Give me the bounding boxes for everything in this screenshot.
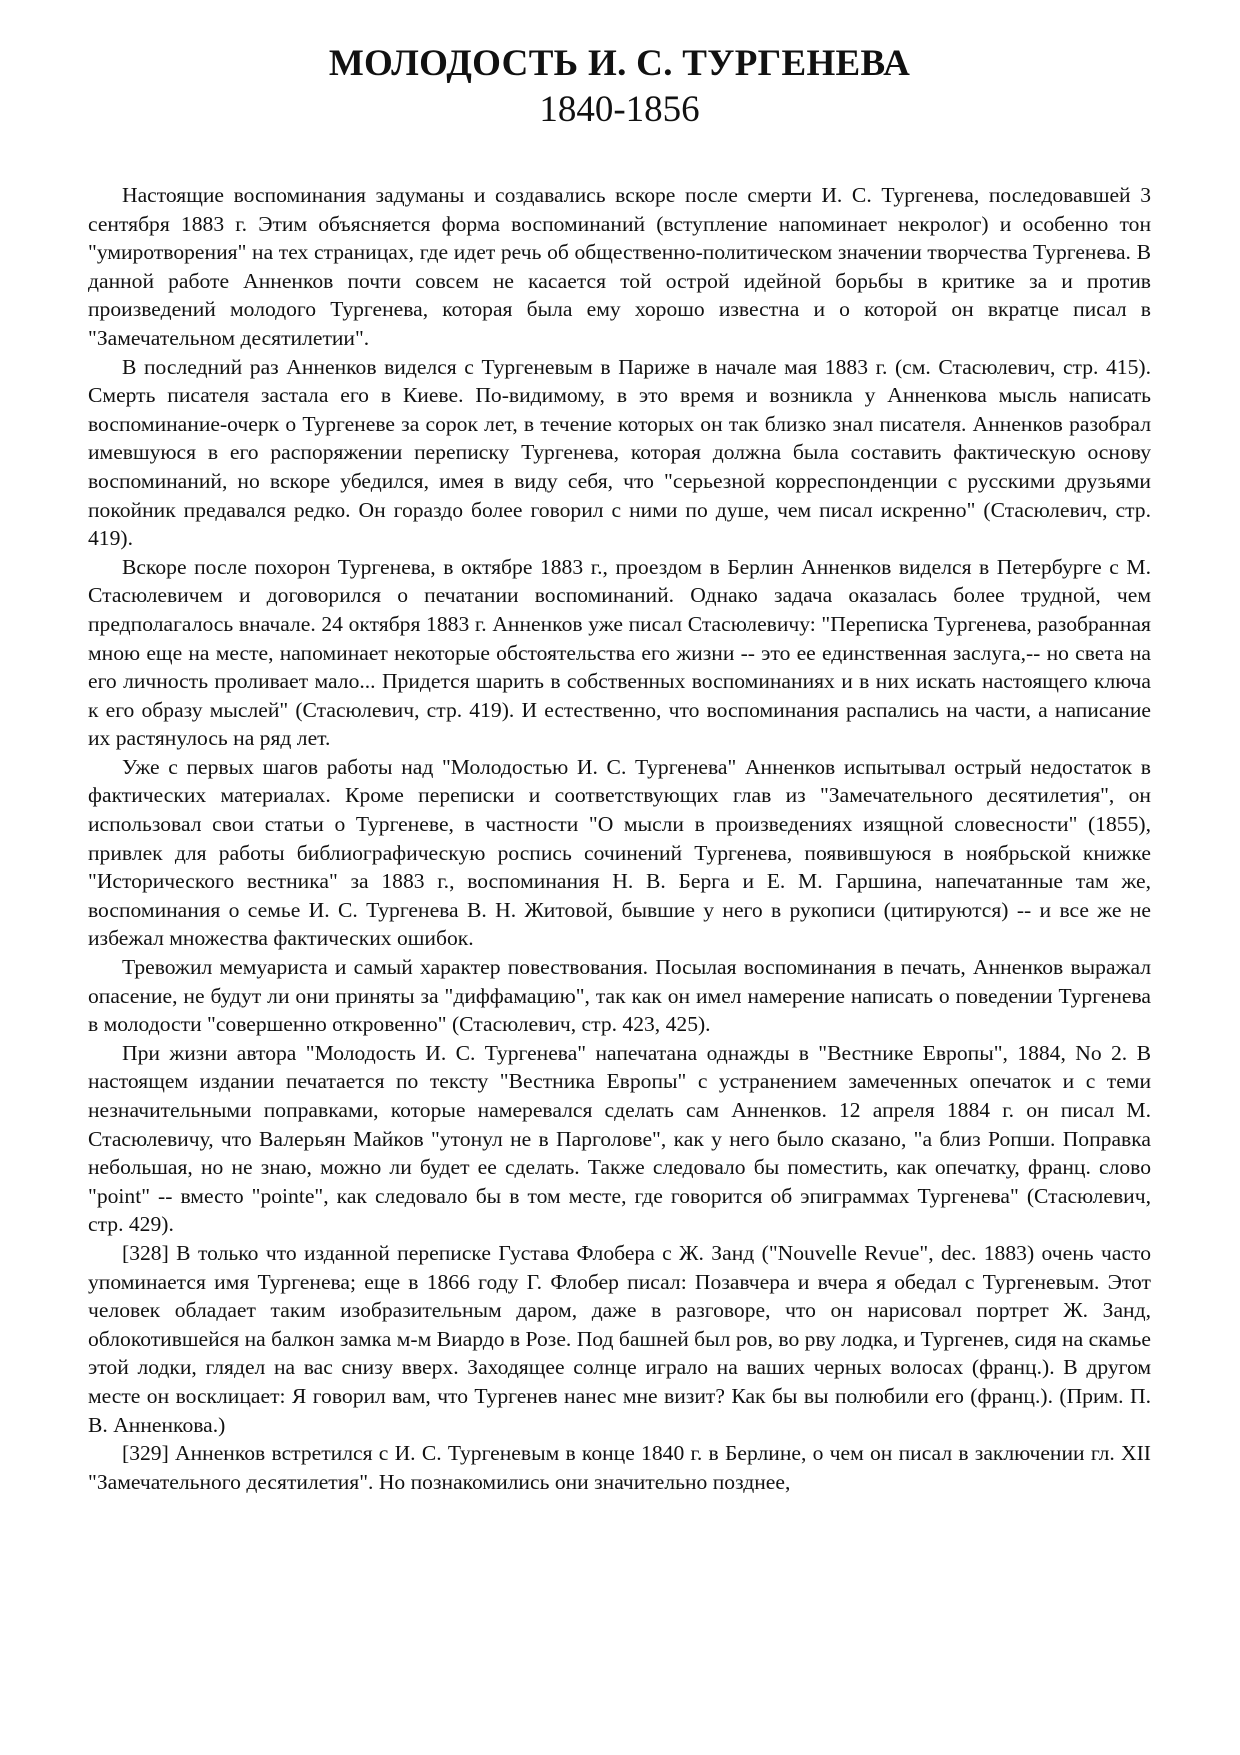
paragraph-5: Тревожил мемуариста и самый характер повествования. Посылая воспоминания в печать, Анненков выражал опасение, не будут ли они приняты за "диффамацию", так как он имел намерение написать о поведении Тургенева в молодости "совершенно откровенно" (Стасюлевич, стр. 423, 425). <box>88 955 1151 1037</box>
document-body <box>88 181 1151 1496</box>
paragraph-3: Вскоре после похорон Тургенева, в октябре 1883 г., проездом в Берлин Анненков виделся в Петербурге с М. Стасюлевичем и договорился о печатании воспоминаний. Однако задача оказалась более трудной, чем предполагалось вначале. 24 октября 1883 г. Анненков уже писал Стасюлевичу: "Переписка Тургенева, разобранная мною еще на месте, напоминает некоторые обстоятельства его жизни -- это ее единственная заслуга,-- но света на его личность проливает мало... Придется шарить в собственных воспоминаниях и в них искать настоящего ключа к его образу мыслей" (Стасюлевич, стр. 419). И естественно, что воспоминания распались на части, а написание их растянулось на ряд лет. <box>88 554 1151 751</box>
document-title: МОЛОДОСТЬ И. С. ТУРГЕНЕВА <box>328 43 911 84</box>
footnote-329: [329] Анненков встретился с И. С. Тургеневым в конце 1840 г. в Берлине, о чем он писал в заключении гл. XII "Замечательного десятилетия". Но познакомились они значительно позднее, <box>88 1441 1151 1494</box>
paragraph-2: В последний раз Анненков виделся с Тургеневым в Париже в начале мая 1883 г. (см. Стасюлевич, стр. 415). Смерть писателя застала его в Киеве. По-видимому, в это время и возникла у Анненкова мысль написать воспоминание-очерк о Тургеневе за сорок лет, в течение которых он так близко знал писателя. Анненков разобрал имевшуюся в его распоряжении переписку Тургенева, которая должна была составить фактическую основу воспоминаний, но вскоре убедился, имея в виду себя, что "серьезной корреспонденции с русскими друзьями покойник предавался редко. Он гораздо более говорил с ними по душе, чем писал искренно" (Стасюлевич, стр. 419). <box>88 354 1151 551</box>
footnote-328: [328] В только что изданной переписке Густава Флобера с Ж. Занд ("Nouvelle Revue", dec. 1883) очень часто упоминается имя Тургенева; еще в 1866 году Г. Флобер писал: Позавчера и вчера я обедал с Тургеневым. Этот человек обладает таким изобразительным даром, даже в разговоре, что он нарисовал портрет Ж. Занд, облокотившейся на балкон замка м-м Виардо в Розе. Под башней был ров, во рву лодка, и Тургенев, сидя на скамье этой лодки, глядел на вас снизу вверх. Заходящее солнце играло на ваших черных волосах (франц.). В другом месте он восклицает: Я говорил вам, что Тургенев нанес мне визит? Как бы вы полюбили его (франц.). (Прим. П. В. Анненкова.) <box>88 1240 1151 1437</box>
paragraph-4: Уже с первых шагов работы над "Молодостью И. С. Тургенева" Анненков испытывал острый недостаток в фактических материалах. Кроме переписки и соответствующих глав из "Замечательного десятилетия", он использовал свои статьи о Тургеневе, в частности "О мысли в произведениях изящной словесности" (1855), привлек для работы библиографическую роспись сочинений Тургенева, появившуюся в ноябрьской книжке "Исторического вестника" за 1883 г., воспоминания Н. В. Берга и Е. М. Гаршина, напечатанные там же, воспоминания о семье И. С. Тургенева В. Н. Житовой, бывшие у него в рукописи (цитируются) -- и все же не избежал множества фактических ошибок. <box>88 754 1151 951</box>
document-years: 1840-1856 <box>539 89 700 130</box>
paragraph-1: Настоящие воспоминания задуманы и создавались вскоре после смерти И. С. Тургенева, последовавшей 3 сентября 1883 г. Этим объясняется форма воспоминаний (вступление напоминает некролог) и особенно тон "умиротворения" на тех страницах, где идет речь об общественно-политическом значении творчества Тургенева. В данной работе Анненков почти совсем не касается той острой идейной борьбы в критике за и против произведений молодого Тургенева, которая была ему хорошо известна и о которой он вкратце писал в "Замечательном десятилетии". <box>88 183 1151 350</box>
paragraph-6: При жизни автора "Молодость И. С. Тургенева" напечатана однажды в "Вестнике Европы", 1884, No 2. В настоящем издании печатается по тексту "Вестника Европы" с устранением замеченных опечаток и с теми незначительными поправками, которые намеревался сделать сам Анненков. 12 апреля 1884 г. он писал М. Стасюлевичу, что Валерьян Майков "утонул не в Парголове", как у него было сказано, "а близ Ропши. Поправка небольшая, но не знаю, можно ли будет ее сделать. Также следовало бы поместить, как опечатку, франц. слово "point" -- вместо "pointe", как следовало бы в том месте, где говорится об эпиграммах Тургенева" (Стасюлевич, стр. 429). <box>88 1040 1151 1237</box>
